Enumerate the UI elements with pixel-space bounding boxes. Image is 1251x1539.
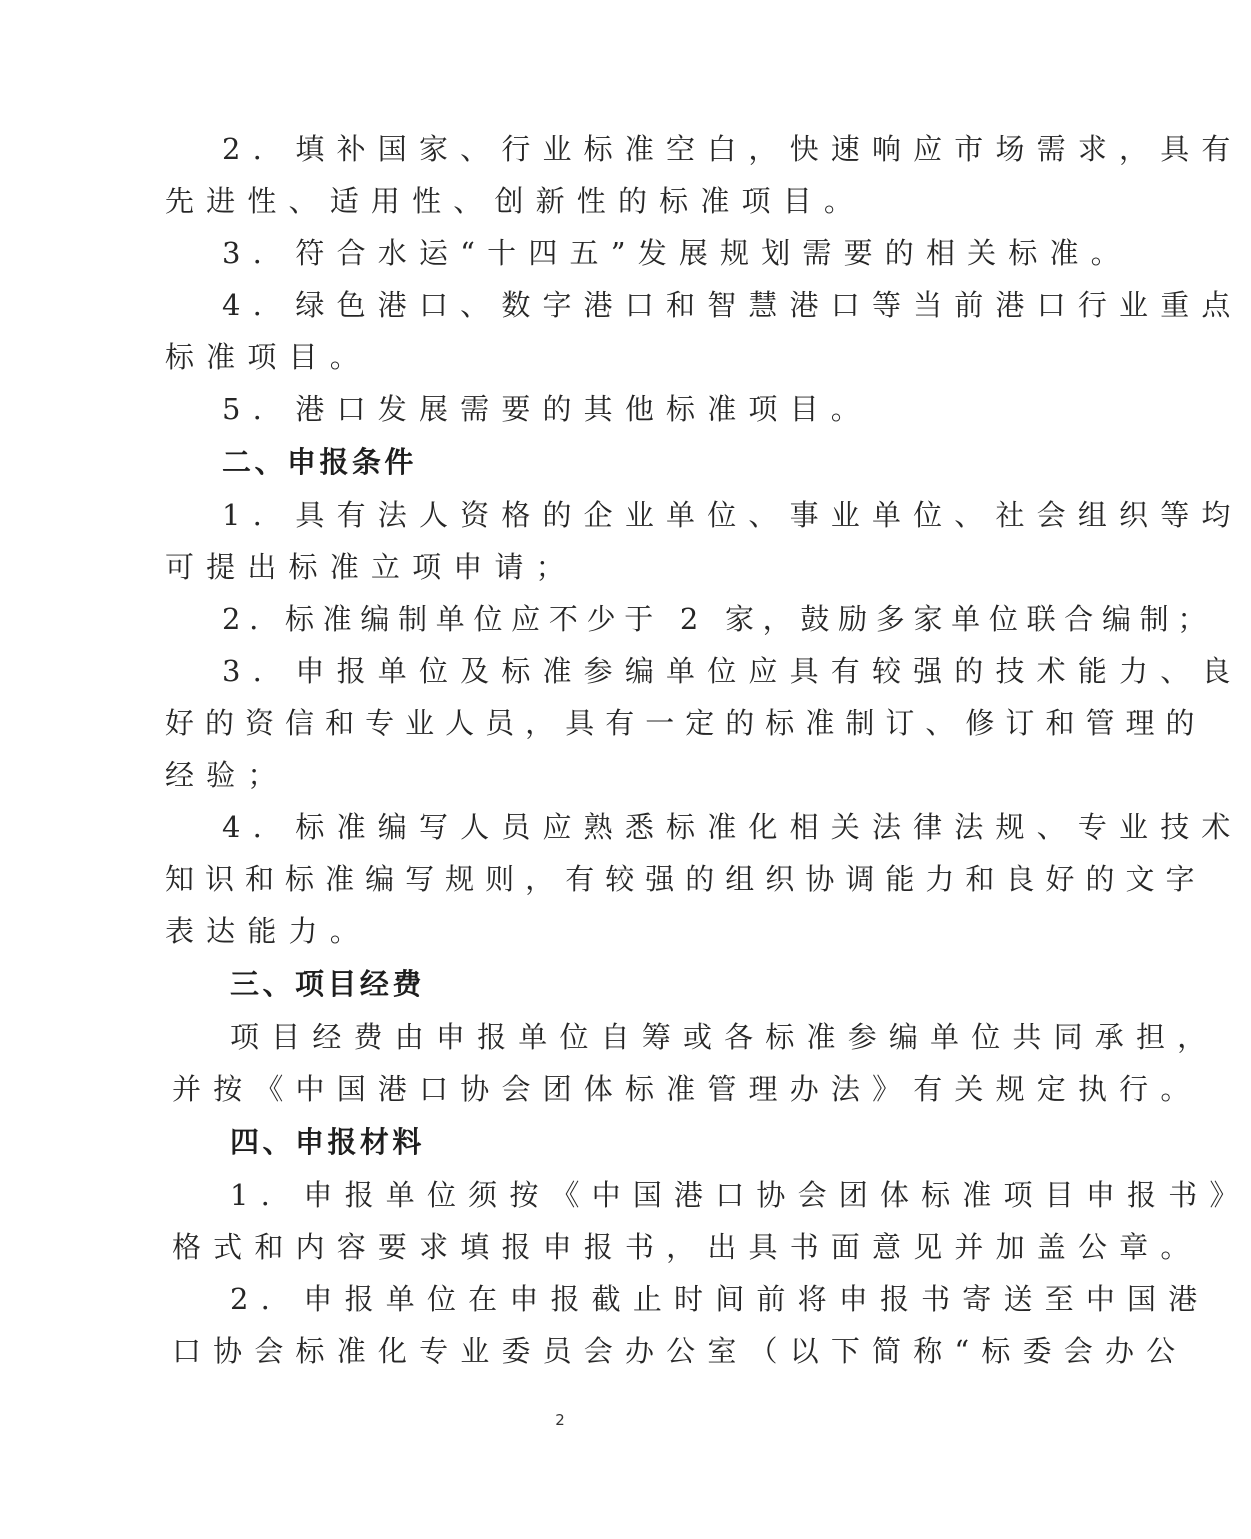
- page-number: 2: [555, 1411, 565, 1429]
- paragraph-line: 1. 具有法人资格的企业单位、事业单位、社会组织等均: [222, 498, 1243, 532]
- paragraph-line: 知识和标准编写规则，有较强的组织协调能力和良好的文字: [165, 862, 1206, 896]
- paragraph-line: 格式和内容要求填报申报书，出具书面意见并加盖公章。: [172, 1230, 1202, 1264]
- paragraph-line: 口协会标准化专业委员会办公室（以下简称“标委会办公: [172, 1334, 1188, 1368]
- paragraph-line: 标准项目。: [165, 340, 371, 374]
- paragraph-line: 3. 符合水运“十四五”发展规划需要的相关标准。: [222, 236, 1132, 270]
- paragraph-line: 5. 港口发展需要的其他标准项目。: [222, 392, 872, 426]
- paragraph-line: 并按《中国港口协会团体标准管理办法》有关规定执行。: [172, 1072, 1202, 1106]
- paragraph-line: 经验；: [165, 758, 289, 792]
- paragraph-line: 4. 标准编写人员应熟悉标准化相关法律法规、专业技术: [222, 810, 1243, 844]
- paragraph-line: 好的资信和专业人员，具有一定的标准制订、修订和管理的: [165, 706, 1206, 740]
- paragraph-line: 可提出标准立项申请；: [165, 550, 577, 584]
- paragraph-line: 先进性、适用性、创新性的标准项目。: [165, 184, 866, 218]
- paragraph-line: 表达能力。: [165, 914, 371, 948]
- paragraph-line: 1. 申报单位须按《中国港口协会团体标准项目申报书》: [230, 1178, 1251, 1212]
- section-heading: 二、申报条件: [222, 445, 417, 479]
- paragraph-line: 项目经费由申报单位自筹或各标准参编单位共同承担，: [230, 1020, 1219, 1054]
- paragraph-line: 2. 填补国家、行业标准空白，快速响应市场需求，具有: [222, 132, 1243, 166]
- paragraph-line: 4. 绿色港口、数字港口和智慧港口等当前港口行业重点: [222, 288, 1243, 322]
- paragraph-line: 2. 申报单位在申报截止时间前将申报书寄送至中国港: [230, 1282, 1210, 1316]
- section-heading: 三、项目经费: [230, 967, 425, 1001]
- paragraph-line: 3. 申报单位及标准参编单位应具有较强的技术能力、良: [222, 654, 1243, 688]
- section-heading: 四、申报材料: [230, 1125, 425, 1159]
- paragraph-line: 2. 标准编制单位应不少于 2 家，鼓励多家单位联合编制；: [222, 602, 1216, 636]
